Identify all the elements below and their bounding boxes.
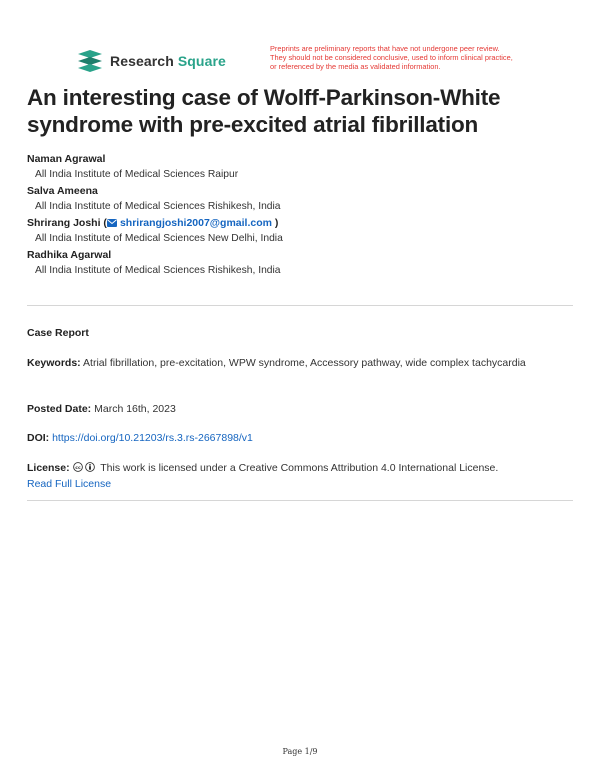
by-attribution-icon xyxy=(85,462,95,472)
author-entry xyxy=(27,184,567,214)
author-affiliation: All India Institute of Medical Sciences New Delhi, India xyxy=(35,233,283,244)
section-divider xyxy=(27,500,573,501)
preprint-notice xyxy=(270,44,600,71)
author-name: Salva Ameena xyxy=(27,185,98,197)
section-divider xyxy=(27,305,573,306)
research-square-logo-icon xyxy=(74,48,104,74)
doi-label: DOI: xyxy=(27,432,50,444)
header xyxy=(74,44,594,84)
license-text: This work is licensed under a Creative Commons Attribution 4.0 International License. xyxy=(100,462,499,474)
article-type: Case Report xyxy=(27,327,89,339)
keywords-section xyxy=(27,356,573,372)
author-name: Radhika Agarwal xyxy=(27,249,112,261)
preprint-notice-line: or referenced by the media as validated information. xyxy=(270,62,441,71)
license-section xyxy=(27,461,573,492)
author-name-with-email: Shrirang Joshi ( shrirangjoshi2007@gmail.com ) xyxy=(27,217,279,229)
doi-section xyxy=(27,431,573,447)
author-affiliation: All India Institute of Medical Sciences Raipur xyxy=(35,169,239,180)
posted-date-value: March 16th, 2023 xyxy=(94,403,176,415)
posted-date-section xyxy=(27,402,573,418)
keywords-label: Keywords: xyxy=(27,357,81,369)
author-email: shrirangjoshi2007@gmail.com xyxy=(119,217,272,229)
read-full-license-link[interactable]: Read Full License xyxy=(27,477,112,490)
research-square-logo[interactable] xyxy=(74,48,226,74)
author-email-link[interactable] xyxy=(107,217,272,229)
keywords-value: Atrial fibrillation, pre-excitation, WPW syndrome, Accessory pathway, wide complex tachycardia xyxy=(83,357,526,369)
cc-icon xyxy=(73,462,83,472)
author-entry xyxy=(27,152,567,182)
author-entry xyxy=(27,216,567,246)
author-name: Naman Agrawal xyxy=(27,153,106,165)
license-label: License: xyxy=(27,462,70,474)
page-number: Page 1/9 xyxy=(282,747,318,756)
author-name: Shrirang Joshi xyxy=(27,217,101,229)
doi-link[interactable]: https://doi.org/10.21203/rs.3.rs-2667898/v1 xyxy=(52,432,253,444)
svg-text:cc: cc xyxy=(74,465,81,471)
author-list xyxy=(27,152,567,280)
logo-text-accent: Square xyxy=(177,53,226,69)
logo-text-main: Research xyxy=(110,53,174,69)
logo-text xyxy=(110,53,226,69)
envelope-icon xyxy=(107,219,117,227)
preprint-notice-line: Preprints are preliminary reports that have not undergone peer review. xyxy=(270,44,500,53)
preprint-notice-line: They should not be considered conclusive, used to inform clinical practice, xyxy=(270,53,513,62)
author-affiliation: All India Institute of Medical Sciences Rishikesh, India xyxy=(35,201,281,212)
license-icons xyxy=(73,462,95,472)
author-entry xyxy=(27,248,567,278)
paper-title: An interesting case of Wolff-Parkinson-White syndrome with pre-excited atrial fibrillation xyxy=(27,85,501,137)
author-affiliation: All India Institute of Medical Sciences Rishikesh, India xyxy=(35,265,281,276)
posted-date-label: Posted Date: xyxy=(27,403,92,415)
